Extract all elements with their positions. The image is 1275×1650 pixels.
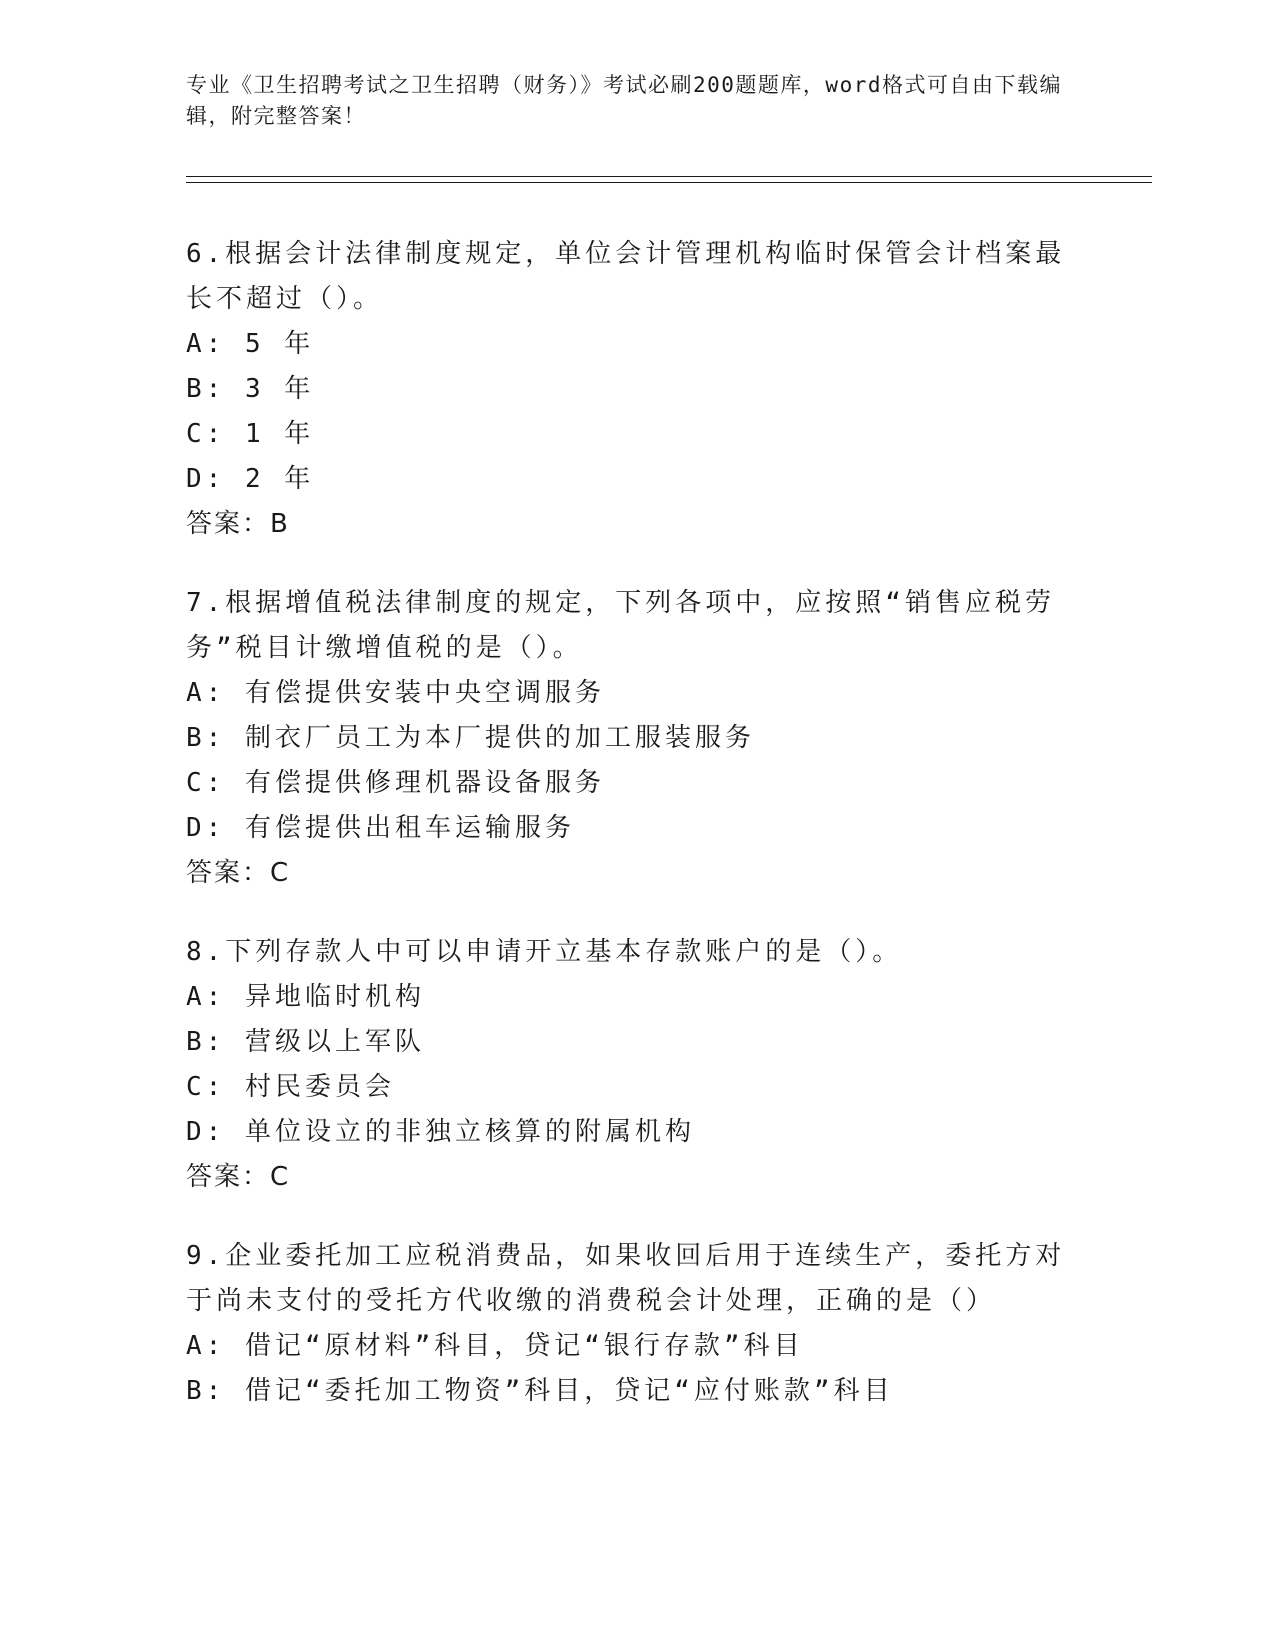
- page-header-text: 专业《卫生招聘考试之卫生招聘（财务）》考试必刷200题题库，word格式可自由下载编辑，附完整答案！: [186, 73, 1062, 128]
- option-c: C: 村民委员会: [186, 1072, 395, 1102]
- option-b: B: 制衣厂员工为本厂提供的加工服装服务: [186, 723, 755, 753]
- option-b: B: 借记“委托加工物资”科目，贷记“应付账款”科目: [186, 1376, 894, 1406]
- header-divider-bottom: [186, 182, 1152, 183]
- option-b: B: 3 年: [186, 374, 315, 404]
- question-6: [186, 232, 1086, 547]
- option-d: D: 有偿提供出租车运输服务: [186, 813, 575, 843]
- option-d: D: 单位设立的非独立核算的附属机构: [186, 1117, 695, 1147]
- question-text: 8.下列存款人中可以申请开立基本存款账户的是（）。: [186, 937, 903, 967]
- answer-label: 答案：C: [186, 858, 291, 888]
- question-list: [186, 232, 1086, 1448]
- header-divider-top: [186, 176, 1152, 177]
- answer-label: 答案：C: [186, 1162, 291, 1192]
- option-c: C: 1 年: [186, 419, 315, 449]
- option-a: A: 借记“原材料”科目，贷记“银行存款”科目: [186, 1331, 804, 1361]
- question-text: 9.企业委托加工应税消费品，如果收回后用于连续生产，委托方对于尚未支付的受托方代收缴的消费税会计处理，正确的是（）: [186, 1241, 1066, 1316]
- question-text: 7.根据增值税法律制度的规定，下列各项中，应按照“销售应税劳务”税目计缴增值税的是（）。: [186, 588, 1055, 663]
- option-d: D: 2 年: [186, 464, 315, 494]
- option-b: B: 营级以上军队: [186, 1027, 425, 1057]
- question-7: [186, 581, 1086, 896]
- option-a: A: 有偿提供安装中央空调服务: [186, 678, 605, 708]
- option-a: A: 异地临时机构: [186, 982, 425, 1012]
- question-text: 6.根据会计法律制度规定，单位会计管理机构临时保管会计档案最长不超过（）。: [186, 239, 1066, 314]
- option-c: C: 有偿提供修理机器设备服务: [186, 768, 605, 798]
- answer-label: 答案：B: [186, 509, 290, 539]
- question-8: [186, 930, 1086, 1200]
- option-a: A: 5 年: [186, 329, 315, 359]
- question-9: [186, 1234, 1086, 1414]
